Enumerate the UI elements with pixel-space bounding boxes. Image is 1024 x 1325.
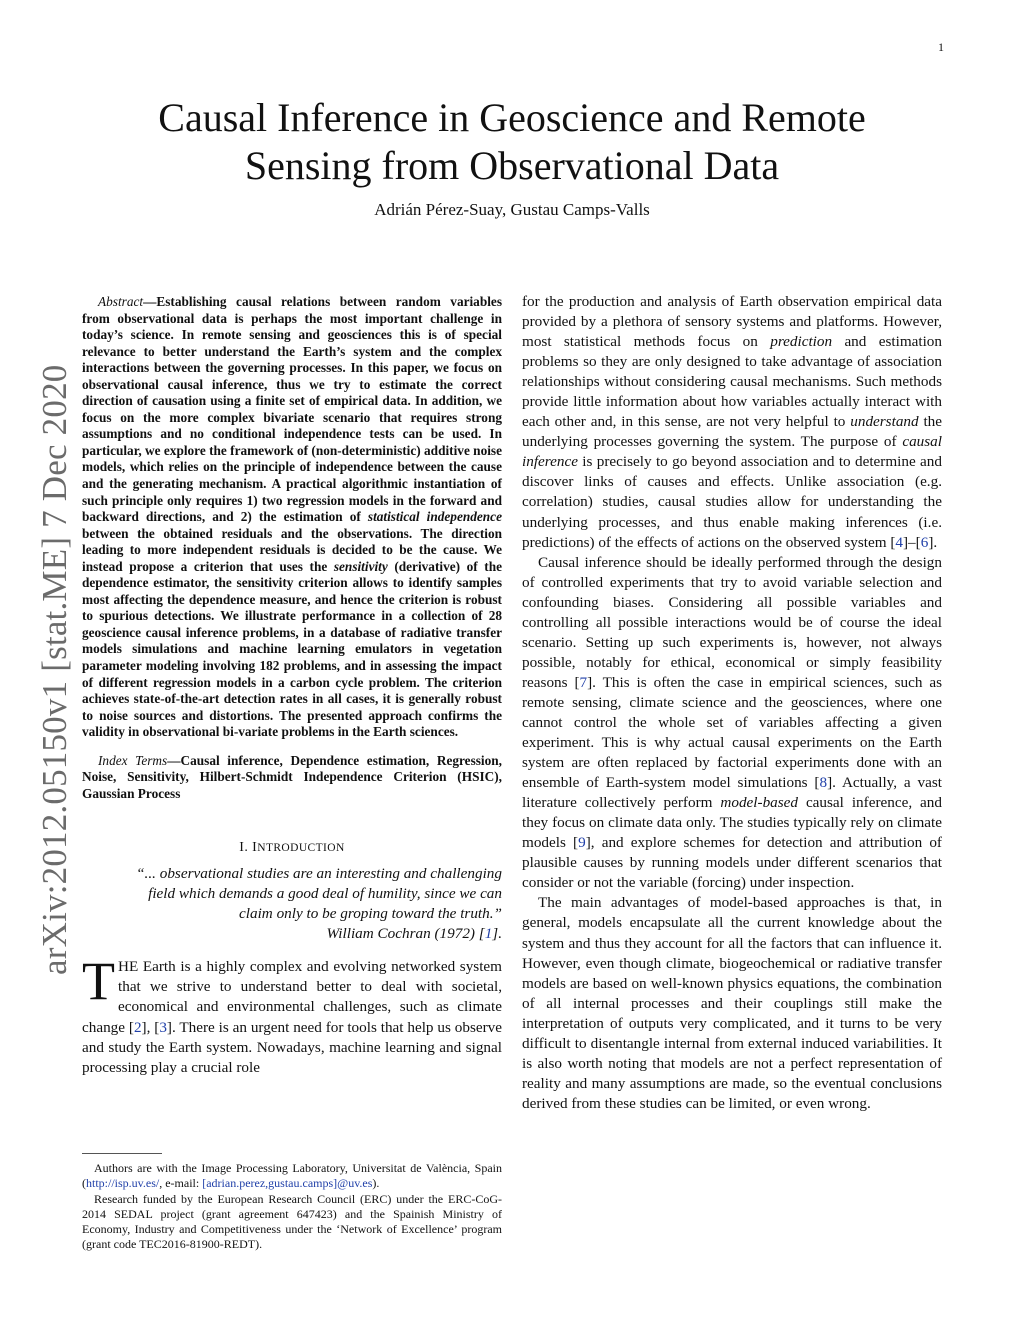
abstract-emphasis: sensitivity (333, 558, 388, 574)
epigraph-line: “... observational studies are an interesting and challenging (136, 865, 502, 883)
drop-cap: T (82, 951, 115, 1012)
paper-authors: Adrián Pérez-Suay, Gustau Camps-Valls (374, 200, 650, 219)
citation-link[interactable]: 9 (578, 834, 586, 852)
index-terms: Index Terms—Causal inference, Dependence estimation, Regression, Noise, Sensitivity, Hilbert-Schmidt Independence Criterion (HSIC), Gaussian Process (82, 752, 502, 801)
right-column (522, 292, 942, 1114)
body-paragraph: for the production and analysis of Earth observation empirical data provided by a plethora of sensory systems and platforms. However, most statistical methods focus on prediction and estimation problems so they are only designed to take advantage of association relationships without considering causal mechanisms. Such methods provide little information about how variables actually interact with each other and, in this sense, are not very helpful to understand the underlying processes governing the system. The purpose of causal inference is precisely to go beyond association and to determine and discover links of causes and effects. Unlike association (e.g. correlation) studies, causal studies allow for understanding the underlying processes, and thus enable making inferences (i.e. predictions) of the effects of actions on the observed system [4]–[6]. (522, 293, 942, 551)
paper-title: Causal Inference in Geoscience and Remote Sensing from Observational Data (158, 95, 866, 188)
website-link[interactable]: http://isp.uv.es/ (86, 1176, 160, 1191)
citation-link[interactable]: 3 (159, 1018, 167, 1036)
citation-link[interactable]: 2 (133, 1018, 142, 1036)
email-link[interactable]: [adrian.perez,gustau.camps]@uv.es (202, 1176, 373, 1191)
intro-paragraph: THE Earth is a highly complex and evolving networked system that we strive to understand better to deal with societal, economical and environmental challenges, such as climate change [2], [3]. There is an urgent need for tools that help us observe and study the Earth system. Nowadays, machine learning and signal processing play a crucial role (82, 951, 502, 1076)
arxiv-stamp: arXiv:2012.05150v1 [stat.ME] 7 Dec 2020 (35, 364, 74, 975)
abstract: Abstract—Establishing causal relations between random variables from observational data is perhaps the most important challenge in today’s science. In remote sensing and geosciences this is of special relevance to better understand the Earth’s system and the complex interactions between the governing processes. In this paper, we focus on observational causal inference, thus we try to estimate the correct direction of causation using a finite set of empirical data. In addition, we focus on the more complex bivariate scenario that requires strong assumptions and no conditional independence tests can be used. In particular, we explore the framework of (non-deterministic) additive noise models, which relies on the principle of independence between the cause and the generating mechanism. A practical algorithmic instantiation of such principle only requires 1) two regression models in the forward and backward directions, and 2) the estimation of statistical independence between the obtained residuals and the observations. The direction leading to more independent residuals is decided to be the cause. We instead propose a criterion that uses the sensitivity (derivative) of the dependence estimator, the sensitivity criterion allows to identify samples most affecting the dependence measure, and hence the criterion is robust to spurious detections. We illustrate performance in a collection of 28 geoscience causal inference problems, in a database of radiative transfer models simulations and machine learning emulators in vegetation parameter modeling involving 182 problems, and in assessing the impact of different regression models in a carbon cycle problem. The criterion achieves state-of-the-art detection rates in all cases, it is generally robust to noise sources and distortions. The presented approach confirms the validity in observational bi-variate problems in the Earth sciences. (82, 294, 502, 740)
citation-link[interactable]: 7 (579, 673, 588, 691)
footnote-affiliation: Authors are with the Image Processing Laboratory, Universitat de València, Spain (http://isp.uv.es/, e-mail: [adrian.perez,gustau.camps]@uv.es). (82, 1161, 502, 1191)
body-paragraph: Causal inference should be ideally performed through the design of controlled experiments that try to avoid variable selection and confounding biases. Considering all possible variables and controlling all possible interactions would be of course the ideal scenario. Setting up such experiments is, however, not always possible, notably for ethical, economical or simply feasibility reasons [7]. This is often the case in empirical sciences, such as remote sensing, climate science and the geosciences, where one cannot control the whole set of variables affecting a given experiment. This is why actual causal experiments on the Earth system are often replaced by factorial experiments done with an ensemble of Earth-system model simulations [8]. Actually, a vast literature collectively perform model-based causal inference, and they focus on climate data only. The studies typically rely on climate models [9], and explore schemes for detection and attribution of plausible causes by running models under different scenarios that consider or not the variable (forcing) under inspection. (522, 553, 942, 892)
epigraph-attribution: William Cochran (1972) [1]. (326, 924, 502, 942)
footnote-funding: Research funded by the European Research Council (ERC) under the ERC-CoG-2014 SEDAL project (grant agreement 647423) and the Spainish Ministry of Economy, Industry and Competitiveness under the ‘Network of Excellence’ program (grant code TEC2016-81900-REDT). (82, 1191, 502, 1252)
body-paragraph: The main advantages of model-based approaches is that, in general, models encapsulate all the current knowledge about the system and thus they account for all the factors that can influence it. However, even though climate, biogeochemical or radiative transfer models are based on well-known physics equations, the combination of all internal processes and their couplings still make the interpretation of outputs very complicated, and it turns to be very difficult to disentangle internal from external induced variabilities. It is also worth noting that models are not a perfect representation of reality and many assumptions are made, so the eventual conclusions derived from these studies can be limited, or even wrong. (522, 894, 942, 1112)
abstract-emphasis: statistical independence (367, 509, 502, 525)
page-number: 1 (938, 40, 944, 54)
epigraph-line: claim only to be groping toward the truth.” (239, 904, 502, 922)
epigraph (82, 864, 502, 943)
epigraph-line: field which demands a good deal of humility, since we can (148, 885, 502, 903)
section-heading-introduction: I. INTRODUCTION (239, 840, 345, 856)
footnotes (82, 1161, 502, 1253)
abstract-lead: Abstract (98, 294, 144, 309)
index-terms-lead: Index Terms (98, 752, 168, 768)
citation-link[interactable]: 6 (920, 533, 929, 551)
footnote-rule (82, 1153, 162, 1154)
citation-link[interactable]: 8 (819, 774, 828, 792)
left-column (82, 294, 502, 1078)
citation-link[interactable]: 4 (895, 533, 903, 551)
citation-link[interactable]: 1 (484, 924, 493, 942)
